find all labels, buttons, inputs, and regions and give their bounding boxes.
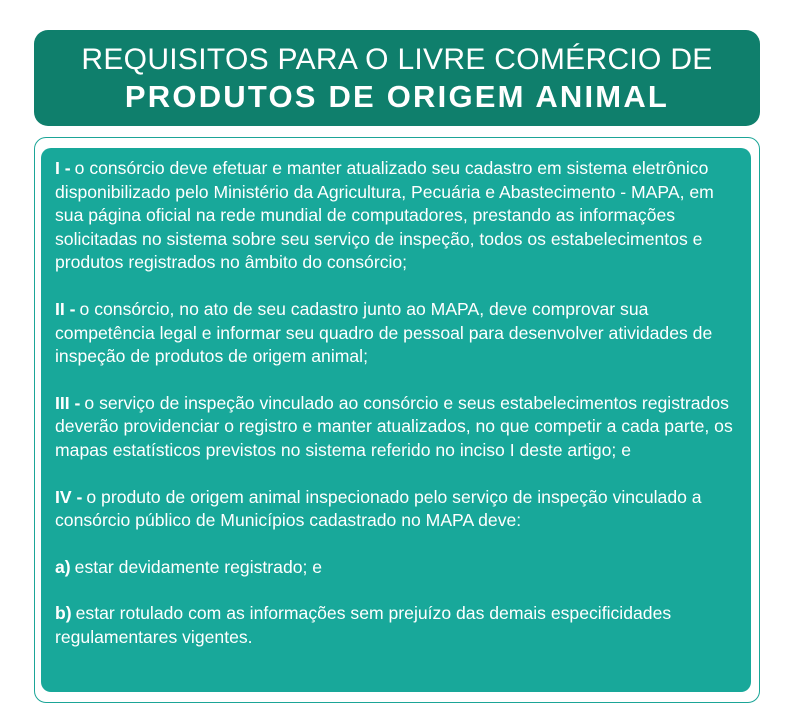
requirement-item-iii <box>55 392 737 463</box>
item-marker: b) <box>55 603 72 624</box>
item-marker: IV - <box>55 486 83 507</box>
item-text: o consórcio deve efetuar e manter atualizado seu cadastro em sistema eletrônico disponibilizado pelo Ministério da Agricultura, Pecuária e Abastecimento - MAPA, em sua página oficial na rede mundial de computadores, prestando as informações solicitadas no sistema sobre seu serviço de inspeção, todos os estabelecimentos e produtos registrados no âmbito do consórcio; <box>55 158 714 273</box>
item-marker: I - <box>55 158 71 178</box>
requirement-item-ii <box>55 298 737 369</box>
item-marker: III - <box>55 392 81 413</box>
item-text: o produto de origem animal inspecionado pelo serviço de inspeção vinculado a consórcio público de Municípios cadastrado no MAPA deve: <box>55 486 702 531</box>
title-banner <box>34 30 760 126</box>
title-line-2: PRODUTOS DE ORIGEM ANIMAL <box>124 79 670 114</box>
title-line-1: REQUISITOS PARA O LIVRE COMÉRCIO DE <box>81 43 713 76</box>
requirements-panel <box>41 148 751 692</box>
item-text: estar devidamente registrado; e <box>74 556 323 577</box>
requirement-subitem-b <box>55 602 737 649</box>
item-text: estar rotulado com as informações sem prejuízo das demais especificidades regulamentares vigentes. <box>55 603 672 647</box>
requirement-subitem-a <box>55 556 737 580</box>
item-marker: a) <box>55 556 71 577</box>
item-text: o consórcio, no ato de seu cadastro junto ao MAPA, deve comprovar sua competência legal e informar seu quadro de pessoal para desenvolver atividades de inspeção de produtos de origem animal; <box>55 298 713 367</box>
item-marker: II - <box>55 298 76 319</box>
requirement-item-iv <box>55 486 737 533</box>
item-text: o serviço de inspeção vinculado ao consórcio e seus estabelecimentos registrados deverão providenciar o registro e manter atualizados, no que competir a cada parte, os mapas estatísticos previstos no sistema referido no inciso I deste artigo; e <box>55 392 733 460</box>
requirement-item-i <box>55 157 737 275</box>
